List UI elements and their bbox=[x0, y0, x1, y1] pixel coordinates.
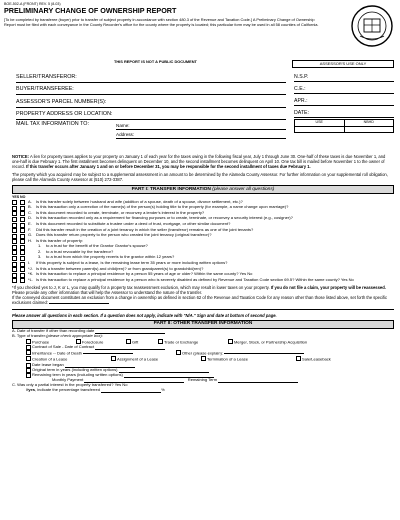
buyer-field[interactable] bbox=[16, 83, 286, 96]
part1-questions bbox=[12, 200, 394, 284]
question-letter: 3. bbox=[38, 254, 42, 260]
question-letter: D. bbox=[28, 215, 33, 221]
question-text: Did this transfer result in the creation of a joint tenancy in which the seller (transferor) remains as one of the joint tenants? bbox=[36, 226, 254, 232]
exemption-field[interactable] bbox=[49, 303, 109, 304]
use-nbhd-cells bbox=[294, 127, 394, 133]
question-letter: 2. bbox=[38, 248, 42, 254]
not-public-notice: THIS REPORT IS NOT A PUBLIC DOCUMENT bbox=[114, 59, 197, 64]
yes-checkbox[interactable] bbox=[12, 278, 17, 283]
lease-assign-label: Assignment of a Lease bbox=[117, 356, 159, 362]
exemption-field-line[interactable] bbox=[12, 305, 394, 310]
contract-label: Contract of Sale - Date of Contract bbox=[32, 343, 95, 349]
exemption-text: If the conveyed document constitutes an exclusion from a change in ownership as defined in section 62 of the Revenue and Taxation Code for any reason other than those listed above, set forth the specific exclusions claimed: bbox=[12, 295, 388, 306]
nbhd-label: NBHD bbox=[363, 120, 374, 124]
leaseback-checkbox[interactable] bbox=[296, 356, 301, 361]
transfer-date-label: A. Date of transfer if other than recording date bbox=[12, 327, 95, 333]
apr-label: APR.: bbox=[294, 97, 308, 104]
pct-if-text: If bbox=[26, 386, 29, 392]
mail-tax-section bbox=[16, 121, 286, 139]
question-text: Is this transaction only a correction of the name(s) of the person(s) holding title to the property (for example, a name change upon marriage)? bbox=[36, 204, 289, 210]
question-text: Is this transaction to replace a principal residence by a person 55 years of age or older? Within the same county? Yes No bbox=[36, 271, 253, 277]
question-text: Is this transaction to replace a principal residence by a person who is severely disabled as defined by Revenue and Taxation Code section 69.5? Within the same county? Yes No bbox=[36, 276, 354, 282]
original-term-label: Original term in years (including written options) bbox=[32, 366, 118, 372]
mail-address-label: Address: bbox=[116, 132, 135, 138]
percentage-row bbox=[12, 388, 394, 393]
form-page bbox=[4, 2, 396, 516]
address-label: PROPERTY ADDRESS OR LOCATION: bbox=[16, 111, 113, 118]
question-letter: B. bbox=[28, 204, 32, 210]
mail-name-field[interactable] bbox=[116, 121, 286, 130]
notice-label: NOTICE: bbox=[12, 154, 30, 159]
part2-heading: PART II: OTHER TRANSFER INFORMATION bbox=[12, 320, 394, 329]
use-cell[interactable] bbox=[295, 127, 345, 132]
other-checkbox[interactable] bbox=[176, 350, 181, 355]
question-text: If this property is subject to a lease, is the remaining lease term 35 years or more including written options? bbox=[36, 260, 228, 266]
no-checkbox[interactable] bbox=[20, 278, 25, 283]
date-label: DATE: bbox=[294, 109, 309, 116]
notice-emphasis: If this transfer occurs after January 1 and on or before December 31, you may be responsible for the second installment of taxes due February 1. bbox=[26, 164, 311, 170]
merger-label: Merger, Stock, or Partnership Acquisition bbox=[234, 339, 308, 344]
merger-checkbox[interactable] bbox=[228, 339, 233, 344]
remaining-term-label: Remaining term in years (including written options) bbox=[32, 371, 123, 377]
inheritance-checkbox[interactable] bbox=[26, 350, 31, 355]
question-letter: C. bbox=[28, 209, 33, 215]
other-explain-field[interactable] bbox=[224, 353, 304, 354]
leaseback-label: Sale/Leaseback bbox=[302, 356, 331, 362]
mail-name-label: Name: bbox=[116, 123, 130, 129]
question-letter: F. bbox=[28, 226, 32, 232]
question-text: Is this transfer of property: bbox=[36, 237, 84, 243]
part1-title: PART I: TRANSFER INFORMATION bbox=[131, 186, 211, 192]
transfer-type-note: (please check appropriate box): bbox=[46, 332, 103, 338]
question-text: Is this a transfer between parent(s) and child(ren)? or from grandparent(s) to grandchild(ren)? bbox=[36, 265, 204, 271]
transfer-type-label: B. Type of transfer: bbox=[12, 332, 47, 338]
gift-checkbox[interactable] bbox=[126, 339, 131, 344]
remaining-term-payment-field[interactable] bbox=[218, 378, 298, 383]
lease-assign-checkbox[interactable] bbox=[111, 356, 116, 361]
nsp-label: N.S.P. bbox=[294, 73, 309, 80]
question-letter: *L. bbox=[28, 276, 33, 282]
notice-supplemental: The property which you acquired may be subject to a supplemental assessment in an amount to be determined by the Alameda County Assessor. For further information on your supplemental roll obligation, please call the Alameda County Assessor at (510) 272-3387. bbox=[12, 172, 388, 183]
use-label: USE bbox=[295, 120, 345, 126]
no-header: NO bbox=[20, 195, 26, 200]
remaining-term-payment-label: Remaining Term bbox=[187, 376, 218, 382]
seller-field[interactable] bbox=[16, 70, 286, 83]
address-field[interactable] bbox=[16, 108, 286, 121]
question-text: Does this transfer return property to the person who created the joint tenancy (original transferor)? bbox=[36, 232, 212, 238]
answer-all-instruction: Please answer all questions in each section. If a question does not apply, indicate with "N/A." Sign and date at bottom of second page. bbox=[12, 312, 277, 318]
pct-label: , indicate the percentage transferred bbox=[35, 386, 101, 392]
mail-tax-label: MAIL TAX INFORMATION TO: bbox=[16, 121, 89, 127]
trade-label: Trade or Exchange bbox=[164, 339, 199, 344]
mail-address-field[interactable] bbox=[116, 130, 286, 139]
question-row bbox=[12, 278, 394, 284]
ce-field[interactable] bbox=[294, 82, 394, 94]
lease-terminate-checkbox[interactable] bbox=[201, 356, 206, 361]
question-letter: *K. bbox=[28, 271, 34, 277]
question-text: to a trust revocable by the transferor? bbox=[46, 248, 114, 254]
form-title: PRELIMINARY CHANGE OF OWNERSHIP REPORT bbox=[4, 6, 177, 16]
lease-terminate-label: Termination of a Lease bbox=[207, 356, 248, 362]
lease-create-checkbox[interactable] bbox=[26, 356, 31, 361]
lease-create-label: Creation of a Lease bbox=[32, 356, 68, 362]
pct-yes-text: yes bbox=[28, 386, 36, 392]
footnote-warning: If you do not file a claim, your property will be reassessed. bbox=[270, 284, 386, 290]
percentage-field[interactable] bbox=[101, 388, 161, 393]
transfer-date-field[interactable] bbox=[95, 329, 165, 334]
apr-field[interactable] bbox=[294, 94, 394, 106]
parcel-label: ASSESSOR'S PARCEL NUMBER(S): bbox=[16, 98, 107, 105]
purchase-checkbox[interactable] bbox=[26, 339, 31, 344]
other-label: Other (please explain): bbox=[182, 350, 223, 356]
foreclosure-checkbox[interactable] bbox=[76, 339, 81, 344]
question-letter: I. bbox=[28, 260, 31, 266]
lease-began-label: Date lease began bbox=[32, 361, 64, 367]
seller-label: SELLER/TRANSFEROR: bbox=[16, 73, 77, 80]
partial-interest-label: C. Was only a partial interest in the property transferred? Yes No bbox=[12, 381, 128, 387]
remaining-term-checkbox[interactable] bbox=[26, 373, 31, 378]
date-field[interactable] bbox=[294, 106, 394, 118]
notice-tax-lien bbox=[12, 154, 394, 169]
notice-body: A lien for property taxes applies to your property on January 1 of each year for the taxes owing in the following fiscal year, July 1 through June 30. One-half of these taxes is due November 1, and one-half is due February 1. The first installment becomes delinquent on December 10, and the second installment becomes delinquent on April 10. One tax bill is mailed before November 1 to the owner of record. bbox=[12, 154, 386, 170]
question-text: Is this document recorded to substitute a trustee under a deed of trust, mortgage, or other similar document? bbox=[36, 220, 231, 226]
question-letter: H. bbox=[28, 237, 33, 243]
exemption-prompt bbox=[12, 295, 394, 305]
form-number: BOE-502-A (FRONT) REV. 5 (8-03) bbox=[4, 2, 61, 6]
trade-checkbox[interactable] bbox=[158, 339, 163, 344]
parcel-field[interactable] bbox=[16, 95, 286, 108]
use-nbhd-header bbox=[294, 119, 394, 127]
party-fields bbox=[16, 70, 286, 139]
question-text: to a trust for the benefit of the Grantor Grantor's spouse? bbox=[46, 243, 148, 249]
yes-header: YES bbox=[12, 195, 20, 200]
inheritance-label: Inheritance -- Date of Death bbox=[32, 350, 82, 356]
buyer-label: BUYER/TRANSFEREE: bbox=[16, 86, 74, 93]
question-text: to a trust from which the property reverts to the grantor within 12 years? bbox=[46, 254, 175, 260]
form-intro: [To be completed by transferee (buyer) prior to transfer of subject property in accordance with section 480.3 of the Revenue and Taxation Code.] A Preliminary Change of Ownership Report must be filed with each conveyance in the County Recorder's office for the county where the property is located; this particular form may be used in all 58 counties of California. bbox=[4, 17, 319, 27]
question-text: Is this document recorded to create, terminate, or reconvey a lender's interest in the property? bbox=[36, 209, 205, 215]
assessor-use-header: ASSESSOR'S USE ONLY bbox=[292, 60, 394, 68]
question-letter: E. bbox=[28, 220, 32, 226]
pct-symbol: % bbox=[161, 386, 165, 392]
foreclosure-label: Foreclosure bbox=[82, 339, 104, 344]
question-letter: *J. bbox=[28, 265, 33, 271]
monthly-payment-label: Monthly Payment bbox=[52, 376, 84, 382]
other-info-prompt: Please provide any other information that will help the Assessor to understand the nature of the transfer. bbox=[12, 290, 203, 295]
purchase-label: Purchase bbox=[32, 339, 50, 344]
question-letter: 1. bbox=[38, 243, 42, 249]
nsp-field[interactable] bbox=[294, 70, 394, 82]
ce-label: C.E.: bbox=[294, 85, 306, 92]
question-text: Is this transaction recorded only as a requirement for financing purposes or to create, terminate, or reconvey a security interest (e.g., cosigner)? bbox=[36, 215, 293, 221]
death-date-field[interactable] bbox=[83, 353, 133, 354]
part1-heading bbox=[12, 185, 394, 194]
gift-label: Gift bbox=[132, 339, 139, 344]
question-letter: A. bbox=[28, 198, 32, 204]
part1-note: (please answer all questions) bbox=[212, 186, 275, 192]
nbhd-cell[interactable] bbox=[345, 127, 394, 132]
question-letter: G. bbox=[28, 232, 33, 238]
question-text: Is this transfer solely between husband and wife (addition of a spouse, death of a spouse, divorce settlement, etc.)? bbox=[36, 198, 243, 204]
assessor-fields bbox=[294, 70, 394, 133]
county-seal-icon bbox=[350, 4, 394, 48]
notice-section bbox=[12, 154, 394, 393]
footnote-text: *If you checked yes to J, K or L, you may qualify for a property tax reassessment exclusion, which may result in lower taxes on your property. bbox=[12, 284, 271, 290]
